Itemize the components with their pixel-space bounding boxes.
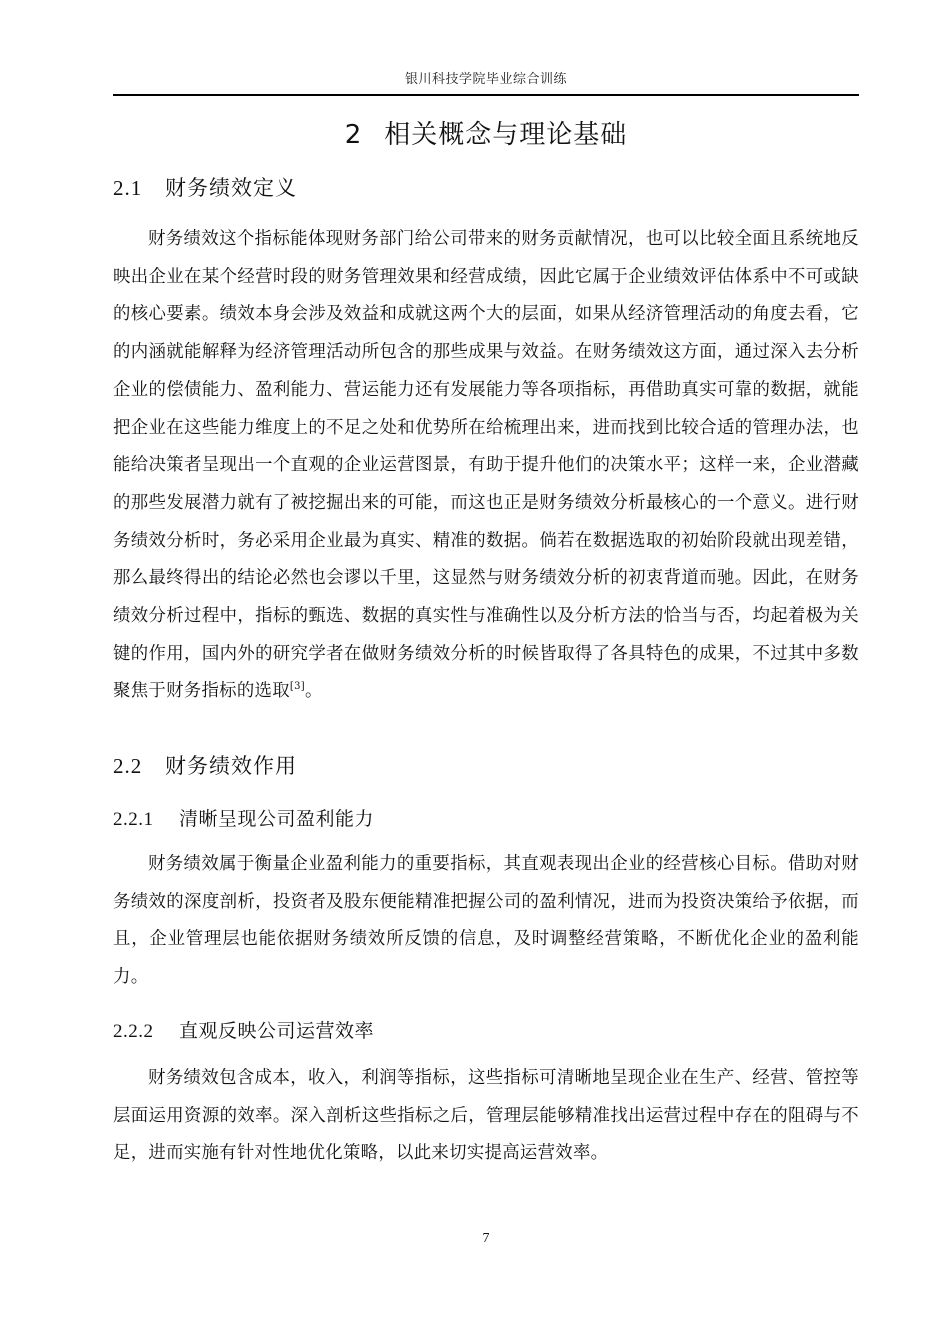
paragraph-2-2-2	[113, 1060, 859, 1173]
paragraph-text: 财务绩效这个指标能体现财务部门给公司带来的财务贡献情况，也可以比较全面且系统地反映出企业在某个经营时段的财务管理效果和经营成绩，因此它属于企业绩效评估体系中不可或缺的核心要素。绩效本身会涉及效益和成就这两个大的层面，如果从经济管理活动的角度去看，它的内涵就能解释为经济管理活动所包含的那些成果与效益。在财务绩效这方面，通过深入去分析企业的偿债能力、盈利能力、营运能力还有发展能力等各项指标，再借助真实可靠的数据，就能把企业在这些能力维度上的不足之处和优势所在给梳理出来，进而找到比较合适的管理办法，也能给决策者呈现出一个直观的企业运营图景，有助于提升他们的决策水平；这样一来，企业潜藏的那些发展潜力就有了被挖掘出来的可能，而这也正是财务绩效分析最核心的一个意义。进行财务绩效分析时，务必采用企业最为真实、精准的数据。倘若在数据选取的初始阶段就出现差错，那么最终得出的结论必然也会谬以千里，这显然与财务绩效分析的初衷背道而驰。因此，在财务绩效分析过程中，指标的甄选、数据的真实性与准确性以及分析方法的恰当与否，均起着极为关键的作用，国内外的研究学者在做财务绩效分析的时候皆取得了各具特色的成果，不过其中多数聚焦于财务指标的选取	[113, 229, 859, 702]
chapter-number: 2	[344, 120, 363, 150]
subsection-number: 2.2.1	[113, 809, 154, 830]
paragraph-end: 。	[305, 681, 323, 702]
paragraph-2-2-1	[113, 846, 859, 997]
header-rule	[113, 94, 859, 96]
subsection-title: 直观反映公司运营效率	[179, 1020, 375, 1042]
subsection-heading-2-2-2	[113, 1016, 374, 1043]
section-heading-2-2	[113, 750, 297, 780]
section-heading-2-1	[113, 172, 297, 202]
running-header: 银川科技学院毕业综合训练	[404, 72, 567, 87]
subsection-number: 2.2.2	[113, 1021, 154, 1042]
subsection-heading-2-2-1	[113, 804, 374, 831]
section-title: 财务绩效定义	[165, 176, 297, 200]
chapter-title	[113, 114, 859, 151]
section-title: 财务绩效作用	[165, 754, 297, 778]
section-number: 2.2	[113, 754, 143, 778]
paragraph-text: 财务绩效属于衡量企业盈利能力的重要指标，其直观表现出企业的经营核心目标。借助对财务绩效的深度剖析，投资者及股东便能精准把握公司的盈利情况，进而为投资决策给予依据，而且，企业管理层也能依据财务绩效所反馈的信息，及时调整经营策略，不断优化企业的盈利能力。	[113, 854, 859, 988]
paragraph-2-1	[113, 221, 859, 711]
subsection-title: 清晰呈现公司盈利能力	[179, 808, 375, 830]
citation: [3]	[289, 681, 305, 693]
paragraph-text: 财务绩效包含成本，收入，利润等指标，这些指标可清晰地呈现企业在生产、经营、管控等层面运用资源的效率。深入剖析这些指标之后，管理层能够精准找出运营过程中存在的阻碍与不足，进而实施有针对性地优化策略，以此来切实提高运营效率。	[113, 1068, 859, 1164]
section-number: 2.1	[113, 176, 143, 200]
page-number: 7	[482, 1231, 490, 1246]
chapter-title-text: 相关概念与理论基础	[384, 120, 628, 150]
